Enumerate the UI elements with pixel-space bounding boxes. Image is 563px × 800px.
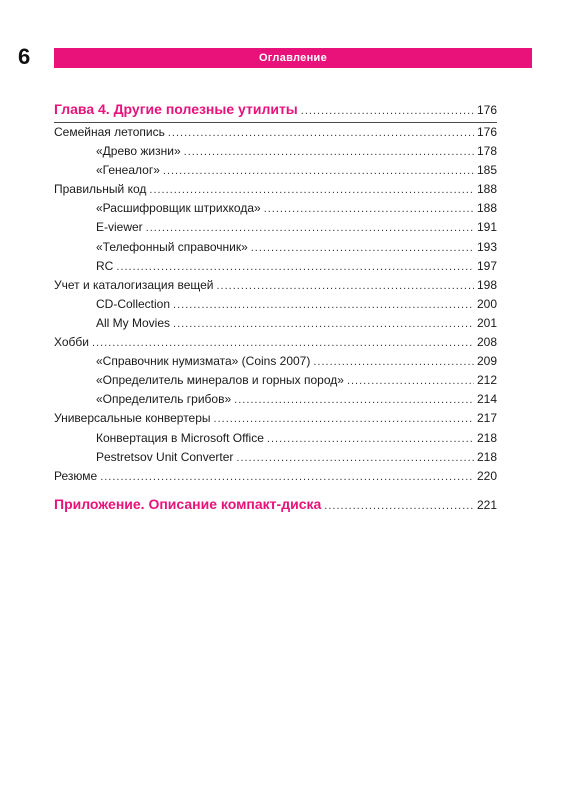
toc-dot-leader [324,500,474,512]
toc-entry-page: 212 [476,373,497,388]
toc-entry-page: 176 [476,103,497,117]
toc-entry-title: «Генеалог» [96,163,160,178]
toc-entry[interactable] [54,316,497,335]
toc-entry-title: «Определитель минералов и горных пород» [96,373,344,388]
toc-dot-leader [347,375,474,387]
toc-entry-title: Резюме [54,468,98,483]
toc-dot-leader [236,452,474,464]
toc-entry-page: 176 [476,125,497,139]
toc-entry[interactable] [54,125,497,144]
toc-dot-leader [216,280,473,292]
toc-entry[interactable] [54,278,497,297]
toc-entry-title: Правильный код [54,182,147,197]
toc-entry-page: 188 [476,201,497,216]
toc-entry-page: 218 [476,449,497,464]
toc-entry-title: «Расшифровщик штрихкода» [96,201,261,216]
toc-dot-leader [173,318,474,330]
toc-dot-leader [234,394,474,406]
toc-entry[interactable] [54,411,497,430]
toc-dot-leader [173,299,474,311]
toc-entry-title: Приложение. Описание компакт-диска [54,495,322,512]
toc-entry-page: 208 [476,335,497,350]
toc-entry-title: «Древо жизни» [96,144,181,159]
toc-dot-leader [184,146,474,158]
toc-dot-leader [301,105,474,117]
toc-entry-page: 220 [476,468,497,483]
toc-dot-leader [267,433,474,445]
toc-entry-title: Учет и каталогизация вещей [54,277,214,292]
toc-chapter-entry[interactable] [54,101,497,120]
toc-entry-title: Универсальные конвертеры [54,411,211,426]
toc-entry-title: Семейная летопись [54,125,165,139]
page-number: 6 [18,44,31,69]
toc-entry-title: Pestretsov Unit Converter [96,449,234,464]
toc-entry-page: 178 [476,144,497,159]
toc-entry-title: All My Movies [96,315,171,330]
toc-entry[interactable] [54,240,497,259]
toc-entry[interactable] [54,431,497,450]
toc-entry-page: 198 [476,277,497,292]
toc-entry-title: «Справочник нумизмата» (Coins 2007) [96,354,311,369]
toc-entry[interactable] [54,220,497,239]
toc-entry-title: Конвертация в Microsoft Office [96,430,264,445]
toc-entry-page: 201 [476,315,497,330]
toc-entry-page: 197 [476,258,497,273]
toc-entry-page: 217 [476,411,497,426]
running-header-bar [54,48,532,68]
toc-entry[interactable] [54,163,497,182]
toc-dot-leader [163,165,474,177]
toc-entry-page: 209 [476,354,497,369]
toc-dot-leader [264,203,474,215]
toc-dot-leader [92,337,474,349]
toc-entry[interactable] [54,259,497,278]
toc-entry[interactable] [54,182,497,201]
toc-entry-page: 193 [476,239,497,254]
toc-entry-page: 218 [476,430,497,445]
toc-appendix-entry[interactable] [54,496,497,515]
toc-entry[interactable] [54,201,497,220]
toc-dot-leader [146,222,474,234]
toc-entry-title: RC [96,258,114,273]
toc-entry-title: Глава 4. Другие полезные утилиты [54,101,298,117]
toc-entry-title: CD-Collection [96,296,171,311]
toc-entry-page: 188 [476,182,497,197]
toc-dot-leader [100,471,474,483]
toc-dot-leader [313,356,474,368]
toc-entry-title: Хобби [54,335,89,350]
toc-entry[interactable] [54,450,497,469]
toc-entry[interactable] [54,469,497,488]
toc-entry-page: 221 [476,497,497,512]
table-of-contents [54,101,497,515]
toc-entry[interactable] [54,392,497,411]
toc-entry-page: 191 [476,220,497,235]
toc-entry[interactable] [54,354,497,373]
toc-entry[interactable] [54,373,497,392]
toc-entry-page: 214 [476,392,497,407]
toc-divider [54,122,497,123]
toc-dot-leader [149,184,474,196]
toc-dot-leader [251,242,474,254]
toc-entry[interactable] [54,297,497,316]
toc-entry-page: 185 [476,163,497,178]
running-header-title: Оглавление [258,52,328,64]
toc-entry-title: «Определитель грибов» [96,392,232,407]
toc-entry-page: 200 [476,296,497,311]
toc-dot-leader [168,127,474,139]
toc-entry[interactable] [54,335,497,354]
toc-entry[interactable] [54,144,497,163]
toc-entry-title: E-viewer [96,220,143,235]
toc-entry-title: «Телефонный справочник» [96,239,248,254]
toc-dot-leader [214,413,474,425]
toc-dot-leader [116,261,474,273]
